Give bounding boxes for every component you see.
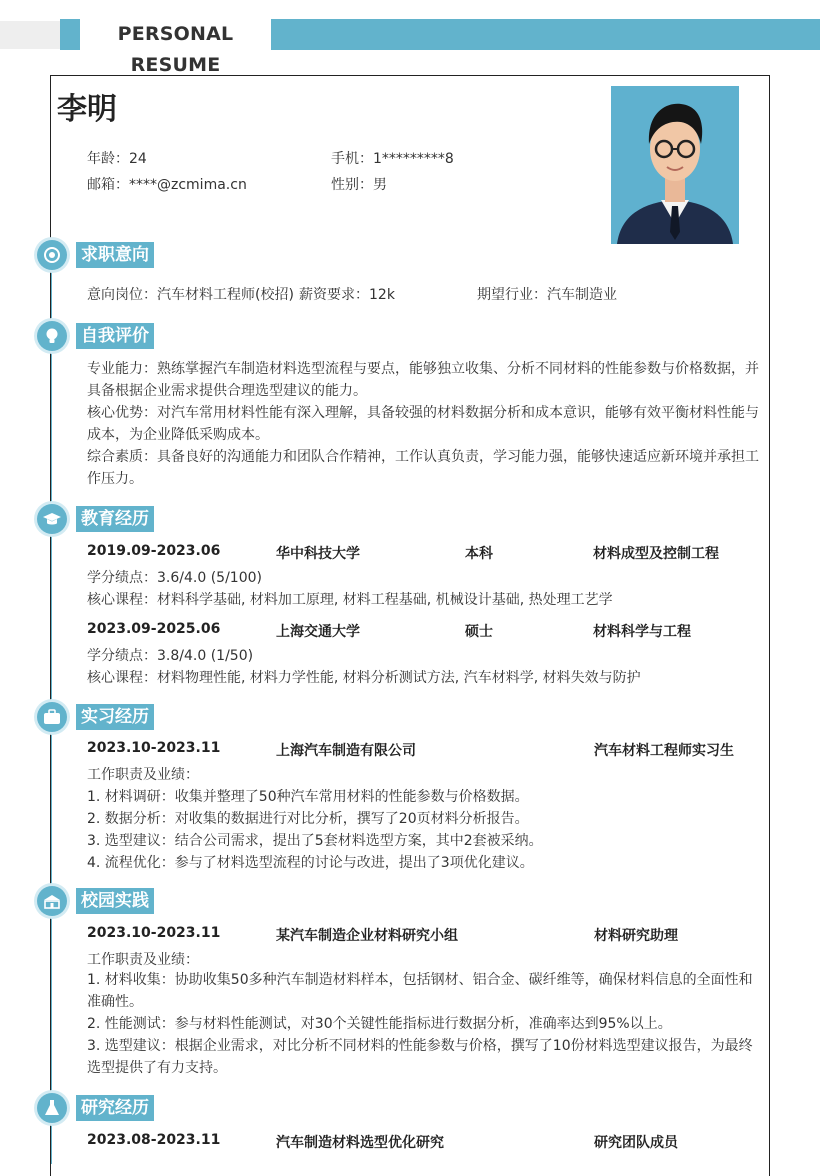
header-band-left xyxy=(0,21,60,49)
campus-role: 材料研究助理 xyxy=(594,928,678,944)
internship-item: 1. 材料调研：收集并整理了50种汽车常用材料的性能参数与价格数据。 xyxy=(87,789,529,805)
internship-item: 4. 流程优化：参与了材料选型流程的讨论与改进，提出了3项优化建议。 xyxy=(87,855,534,871)
gender-info: 性别：男 xyxy=(331,177,387,193)
phone-info: 手机：1*********8 xyxy=(331,151,454,167)
campus-item: 3. 选型建议：根据企业需求，对比分析不同材料的性能参数与价格，撰写了10份材料选型建议报告，为最终选型提供了有力支持。 xyxy=(87,1038,753,1076)
internship-role: 汽车材料工程师实习生 xyxy=(594,743,734,759)
edu-school: 上海交通大学 xyxy=(276,624,360,640)
edu-degree: 本科 xyxy=(465,546,493,562)
age-info: 年龄：24 xyxy=(87,151,147,167)
internship-item: 3. 选型建议：结合公司需求，提出了5套材料选型方案，其中2套被采纳。 xyxy=(87,833,543,849)
section-title-research: 研究经历 xyxy=(76,1095,154,1121)
self-eval-ability: 专业能力：熟练掌握汽车制造材料选型流程与要点，能够独立收集、分析不同材料的性能参数与价格数据，并具备根据企业需求提供合理选型建议的能力。 xyxy=(87,361,759,399)
section-title-campus: 校园实践 xyxy=(76,888,154,914)
edu-courses: 核心课程：材料科学基础, 材料加工原理, 材料工程基础, 机械设计基础, 热处理工艺学 xyxy=(87,592,613,608)
edu-gpa: 学分绩点：3.8/4.0 (1/50) xyxy=(87,648,254,664)
research-project: 汽车制造材料选型优化研究 xyxy=(276,1135,444,1151)
self-eval-quality: 综合素质：具备良好的沟通能力和团队合作精神，工作认真负责，学习能力强，能够快速适应新环境并承担工作压力。 xyxy=(87,449,759,487)
edu-degree: 硕士 xyxy=(465,624,493,640)
section-title-internship: 实习经历 xyxy=(76,704,154,730)
campus-org: 某汽车制造企业材料研究小组 xyxy=(276,928,458,944)
campus-item: 1. 材料收集：协助收集50多种汽车制造材料样本，包括钢材、铝合金、碳纤维等，确保材料信息的全面性和准确性。 xyxy=(87,972,753,1010)
edu-major: 材料科学与工程 xyxy=(593,624,691,640)
edu-school: 华中科技大学 xyxy=(276,546,360,562)
target-icon xyxy=(37,240,67,270)
campus-period: 2023.10-2023.11 xyxy=(87,925,221,941)
school-building-icon xyxy=(37,886,67,916)
objective-position: 意向岗位：汽车材料工程师(校招) xyxy=(87,287,294,303)
edu-courses: 核心课程：材料物理性能, 材料力学性能, 材料分析测试方法, 汽车材料学, 材料失效与防护 xyxy=(87,670,641,686)
edu-period: 2023.09-2025.06 xyxy=(87,621,221,637)
profile-photo xyxy=(611,86,739,244)
edu-period: 2019.09-2023.06 xyxy=(87,543,221,559)
objective-industry: 期望行业：汽车制造业 xyxy=(477,287,617,303)
graduation-cap-icon xyxy=(37,504,67,534)
briefcase-icon xyxy=(37,702,67,732)
section-title-education: 教育经历 xyxy=(76,506,154,532)
candidate-name: 李明 xyxy=(57,92,117,127)
email-info: 邮箱：****@zcmima.cn xyxy=(87,177,247,193)
section-title-objective: 求职意向 xyxy=(76,242,154,268)
campus-item: 2. 性能测试：参与材料性能测试，对30个关键性能指标进行数据分析，准确率达到95%以上。 xyxy=(87,1016,672,1032)
self-eval-advantage: 核心优势：对汽车常用材料性能有深入理解，具备较强的材料数据分析和成本意识，能够有效平衡材料性能与成本，为企业降低采购成本。 xyxy=(87,405,759,443)
research-role: 研究团队成员 xyxy=(594,1135,678,1151)
internship-period: 2023.10-2023.11 xyxy=(87,740,221,756)
internship-item: 2. 数据分析：对收集的数据进行对比分析，撰写了20页材料分析报告。 xyxy=(87,811,529,827)
internship-duties-label: 工作职责及业绩： xyxy=(87,767,199,783)
flask-icon xyxy=(37,1093,67,1123)
edu-gpa: 学分绩点：3.6/4.0 (5/100) xyxy=(87,570,262,586)
edu-major: 材料成型及控制工程 xyxy=(593,546,719,562)
header-band-right xyxy=(271,19,820,50)
header-band-accent xyxy=(60,19,80,50)
campus-duties-label: 工作职责及业绩： xyxy=(87,952,199,968)
research-period: 2023.08-2023.11 xyxy=(87,1132,221,1148)
internship-company: 上海汽车制造有限公司 xyxy=(276,743,416,759)
section-title-self-eval: 自我评价 xyxy=(76,323,154,349)
lightbulb-icon xyxy=(37,321,67,351)
page-title: PERSONAL RESUME xyxy=(117,23,234,76)
objective-salary: 薪资要求：12k xyxy=(299,287,395,303)
